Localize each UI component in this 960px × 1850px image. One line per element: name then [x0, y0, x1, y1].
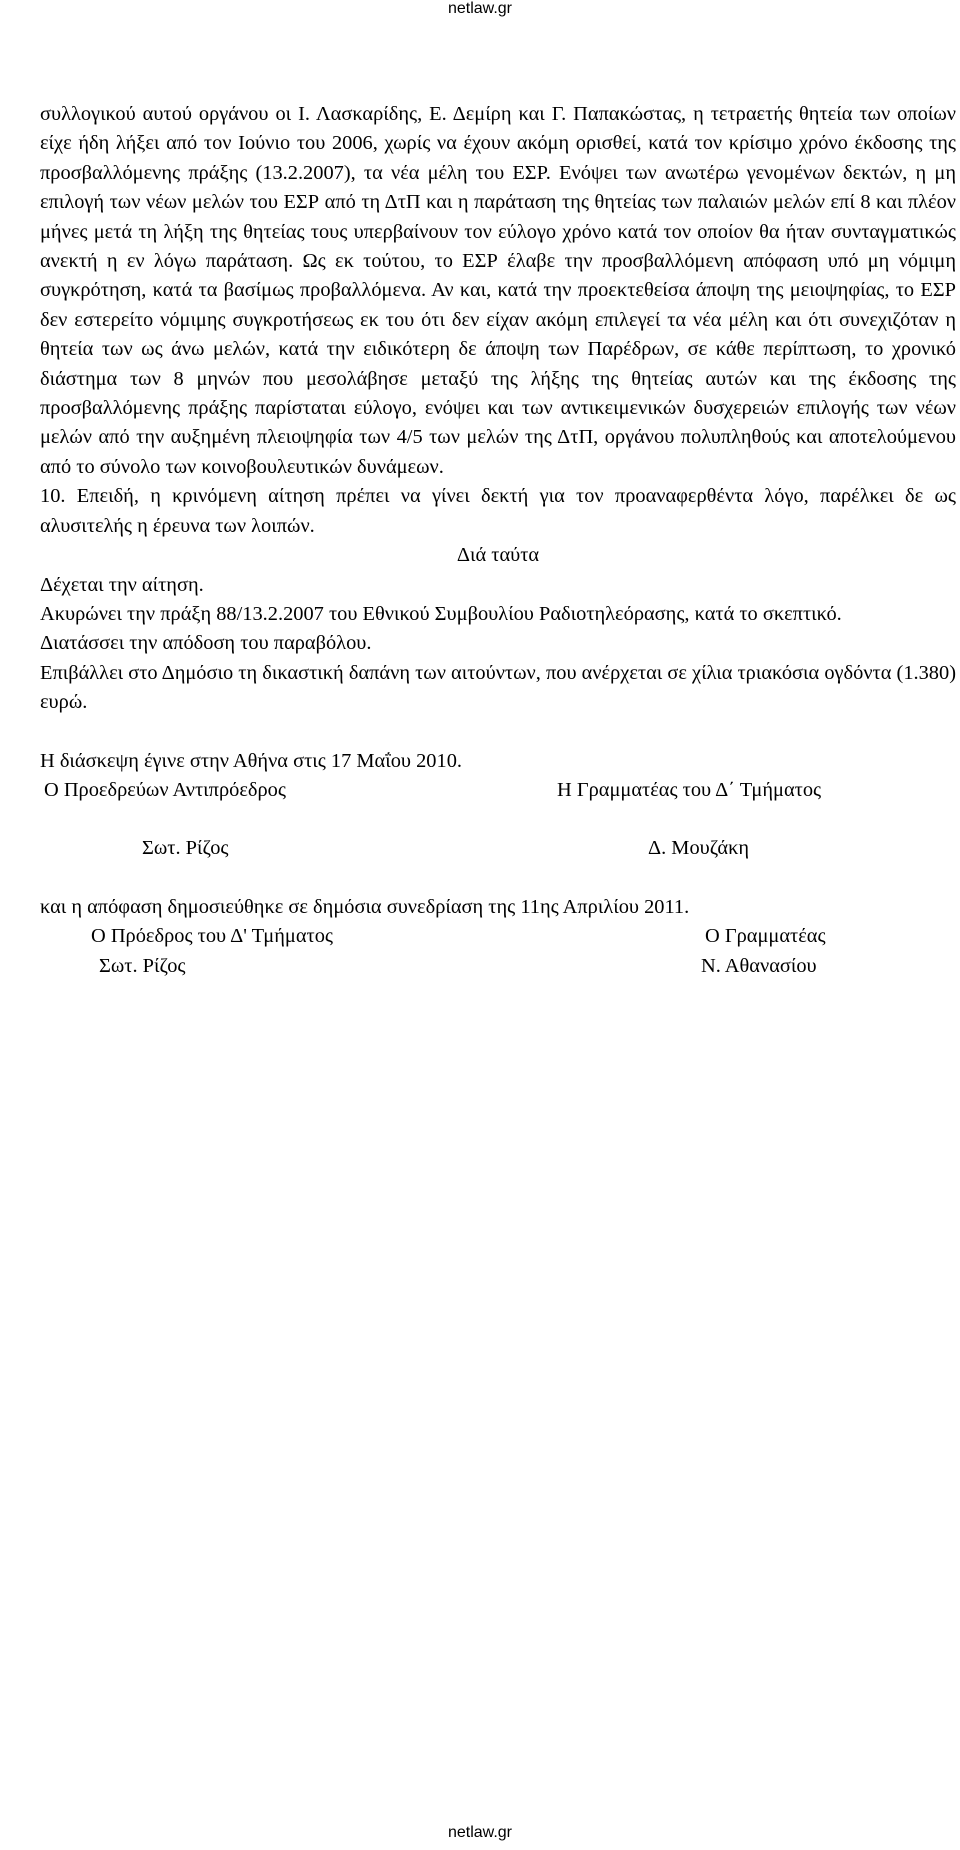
ruling-accept: Δέχεται την αίτηση. [40, 573, 204, 596]
section-heading: Διά ταύτα [456, 544, 540, 567]
ruling-costs: Επιβάλλει στο Δημόσιο τη δικαστική δαπάνη των αιτούντων, που ανέρχεται σε χίλια τριακόσια ογδόντα (1.380) ευρώ. [40, 661, 956, 714]
footer-site-label: netlaw.gr [447, 1824, 513, 1841]
paragraph-reasoning: συλλογικού αυτού οργάνου οι Ι. Λασκαρίδης, Ε. Δεμίρη και Γ. Παπακώστας, η τετραετής θητεία των οποίων είχε ήδη λήξει από τον Ιούνιο του 2006, χωρίς να έχουν ακόμη ορισθεί, κατά τον κρίσιμο χρόνο έκδοσης της προσβαλλόμενης πράξης (13.2.2007), τα νέα μέλη του ΕΣΡ. Ενόψει των ανωτέρω γενομένων δεκτών, η μη επιλογή των νέων μελών του ΕΣΡ από τη ΔτΠ και η παράταση της θητείας των παλαιών μελών επί 8 και πλέον μήνες μετά τη λήξη της θητείας τους υπερβαίνουν τον εύλογο χρόνο κατά τον οποίον θα ήταν συνταγματικώς ανεκτή η εν λόγω παράταση. Ως εκ τούτου, το ΕΣΡ έλαβε την προσβαλλόμενη απόφαση υπό μη νόμιμη συγκρότηση, κατά τα βασίμως προβαλλόμενα. Αν και, κατά την προεκτεθείσα άποψη της μειοψηφίας, το ΕΣΡ δεν εστερείτο νόμιμης συγκροτήσεως εκ του ότι δεν είχαν ακόμη επιλεγεί τα νέα μέλη και ότι συνεχιζόταν η θητεία των ως άνω μελών, κατά την ειδικότερη δε άποψη των Παρέδρων, σε κάθε περίπτωση, το χρονικό διάστημα των 8 μηνών που μεσολάβησε μεταξύ της λήξης της θητείας αυτών και της έκδοσης της προσβαλλόμενης πράξης παρίσταται εύλογο, ενόψει και των αντικειμενικών δυσχερειών επιλογής των νέων μελών από την αυξημένη πλειοψηφία των 4/5 των μελών της ΔτΠ, οργάνου πολυπληθούς και αποτελούμενου από το σύνολο των κοινοβουλευτικών δυνάμεων. [40, 103, 956, 478]
paragraph-10: 10. Επειδή, η κρινόμενη αίτηση πρέπει να γίνει δεκτή για τον προαναφερθέντα λόγο, παρέλκει δε ως αλυσιτελής η έρευνα των λοιπών. [40, 485, 956, 537]
signature-title-president: Ο Πρόεδρος του Δ' Τμήματος [91, 925, 333, 948]
signature-name-clerk: Ν. Αθανασίου [701, 954, 817, 977]
signature-names-row-1 [40, 834, 956, 863]
signature-name-secretary: Δ. Μουζάκη [648, 837, 750, 860]
signature-names-row-2 [40, 952, 956, 981]
signature-title-secretary: Η Γραμματέας του Δ΄ Τμήματος [557, 778, 822, 801]
signature-name-president: Σωτ. Ρίζος [99, 954, 186, 977]
header-site-label: netlaw.gr [447, 0, 513, 17]
publication-line: και η απόφαση δημοσιεύθηκε σε δημόσια συνεδρίαση της 11ης Απριλίου 2011. [40, 895, 690, 918]
signature-titles-row-1 [40, 776, 956, 805]
ruling-fee-return: Διατάσσει την απόδοση του παραβόλου. [40, 632, 372, 655]
signature-titles-row-2 [40, 922, 956, 951]
document-body [40, 100, 956, 981]
signature-title-clerk: Ο Γραμματέας [705, 925, 826, 948]
signature-name-vice-president: Σωτ. Ρίζος [142, 837, 229, 860]
ruling-annul: Ακυρώνει την πράξη 88/13.2.2007 του Εθνικού Συμβουλίου Ραδιοτηλεόρασης, κατά το σκεπτικό. [40, 602, 842, 625]
signature-title-vice-president: Ο Προεδρεύων Αντιπρόεδρος [44, 778, 286, 801]
deliberation-line: Η διάσκεψη έγινε στην Αθήνα στις 17 Μαΐου 2010. [40, 749, 462, 772]
